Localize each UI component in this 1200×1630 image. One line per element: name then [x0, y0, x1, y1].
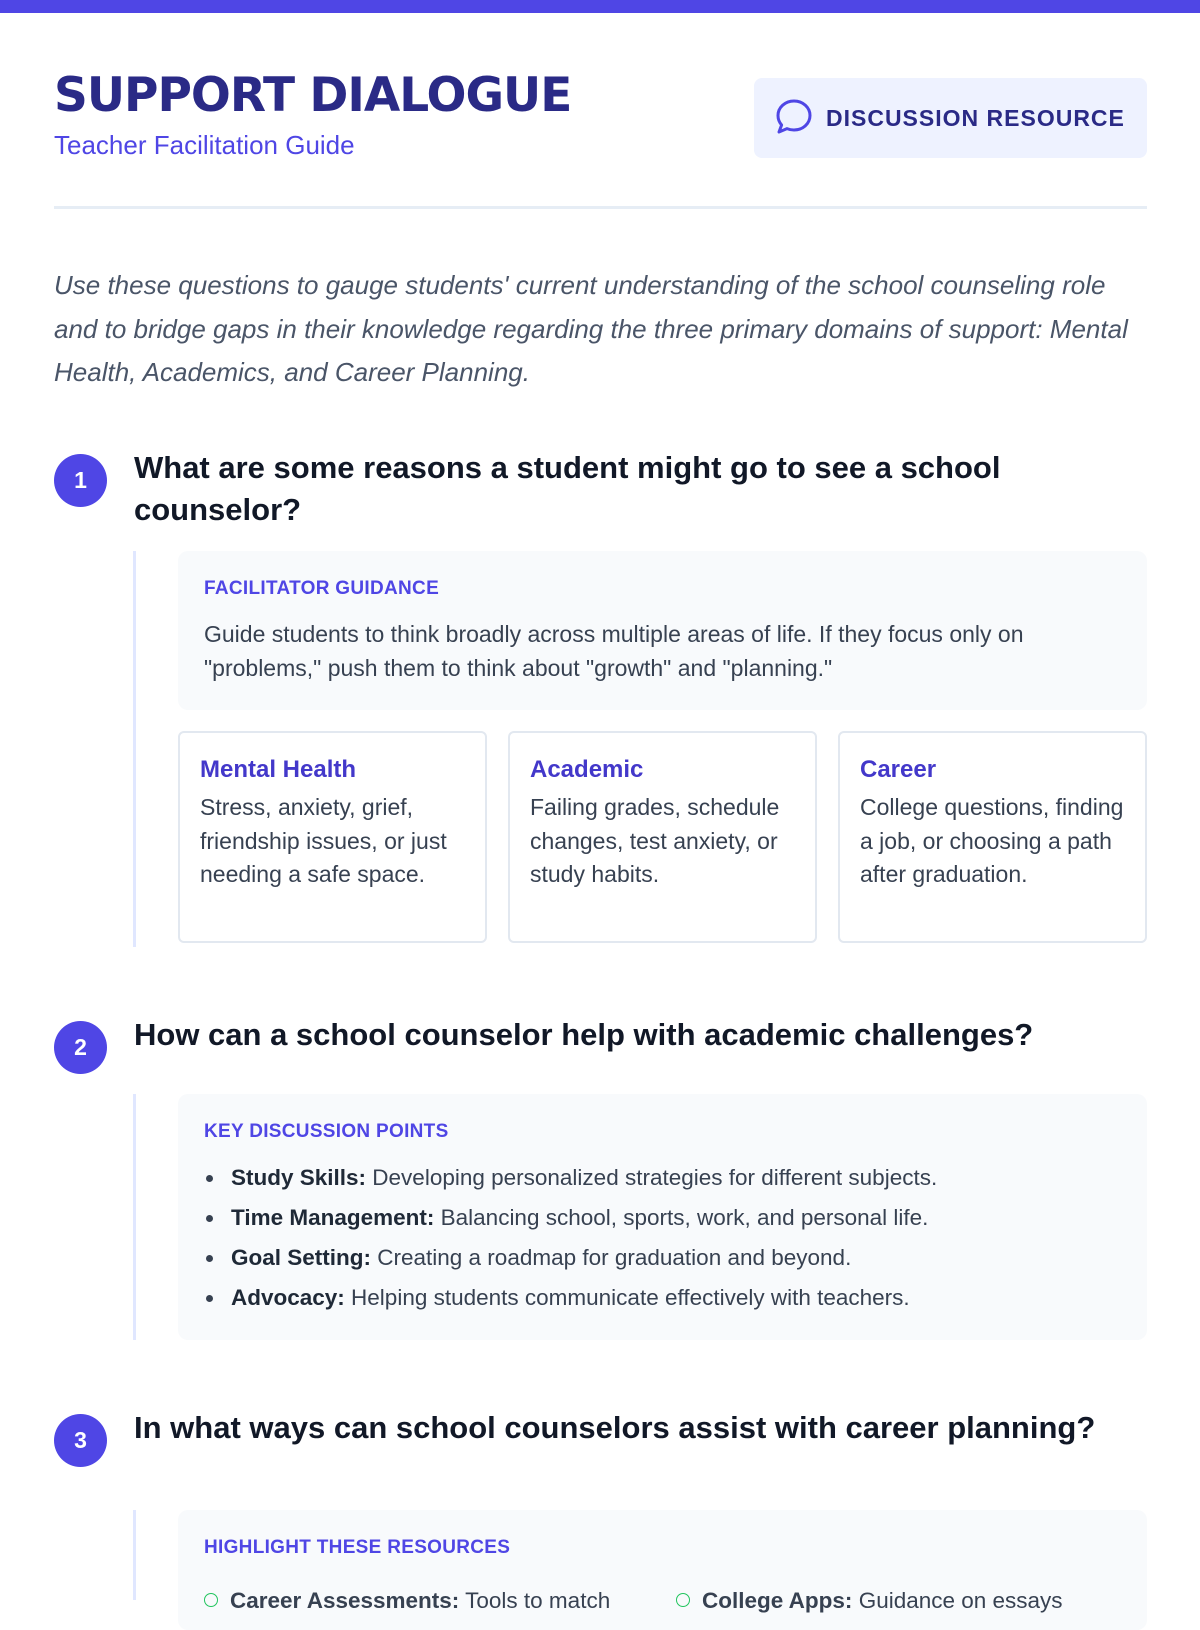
question-title-2: How can a school counselor help with academic challenges?: [134, 1017, 1034, 1052]
point-term: Study Skills:: [231, 1165, 367, 1190]
list-item: [204, 1198, 1121, 1238]
header-divider: [54, 206, 1147, 209]
list-item: [204, 1158, 1121, 1198]
card-title: Career: [860, 756, 937, 783]
points-label: KEY DISCUSSION POINTS: [204, 1121, 449, 1142]
resource-text: Guidance on essays: [852, 1588, 1063, 1613]
resources-label: HIGHLIGHT THESE RESOURCES: [204, 1537, 511, 1558]
point-text: Developing personalized strategies for different subjects.: [366, 1165, 938, 1190]
resource-term: Career Assessments:: [230, 1588, 460, 1613]
discussion-points-list: [204, 1158, 1121, 1318]
intro-text: Use these questions to gauge students' current understanding of the school counseling role and to bridge gaps in their knowledge regarding the three primary domains of support: Mental Health, Academics, and Career Planning.: [54, 270, 1128, 387]
page-subtitle: Teacher Facilitation Guide: [54, 130, 355, 160]
list-item: [204, 1238, 1121, 1278]
question-number-3: 3: [54, 1414, 107, 1467]
card-career: [838, 731, 1147, 943]
card-title: Academic: [530, 756, 644, 783]
card-academic: [508, 731, 817, 943]
point-term: Advocacy:: [231, 1285, 345, 1310]
card-text: Stress, anxiety, grief, friendship issues, or just needing a safe space.: [200, 794, 447, 887]
guidance-text: Guide students to think broadly across multiple areas of life. If they focus only on "problems," push them to think about "growth" and "planning.": [204, 621, 1024, 681]
point-term: Goal Setting:: [231, 1245, 371, 1270]
resource-term: College Apps:: [702, 1588, 853, 1613]
resource-item: [204, 1586, 610, 1616]
top-accent-bar: [0, 0, 1200, 13]
guidance-label: FACILITATOR GUIDANCE: [204, 578, 440, 599]
question-2-rail: [133, 1094, 136, 1340]
question-3-rail: [133, 1510, 136, 1600]
resource-item: [676, 1586, 1063, 1616]
list-item: [204, 1278, 1121, 1318]
page-title: SUPPORT DIALOGUE: [54, 68, 572, 123]
question-number-1: 1: [54, 454, 107, 507]
header: [54, 66, 1147, 166]
point-term: Time Management:: [231, 1205, 435, 1230]
question-title-3: In what ways can school counselors assist with career planning?: [134, 1410, 1096, 1445]
question-number-2: 2: [54, 1021, 107, 1074]
discussion-resource-badge: [754, 78, 1147, 158]
card-title: Mental Health: [200, 756, 357, 783]
key-discussion-points-box: [178, 1094, 1147, 1340]
domain-cards: [178, 731, 1147, 943]
card-text: College questions, finding a job, or choosing a path after graduation.: [860, 794, 1124, 887]
question-1-rail: [133, 551, 136, 947]
check-circle-icon: [676, 1593, 690, 1607]
facilitator-guidance-box: [178, 551, 1147, 710]
chat-bubble-icon: [774, 97, 814, 137]
resource-text: Tools to match: [459, 1588, 611, 1613]
card-mental-health: [178, 731, 487, 943]
point-text: Creating a roadmap for graduation and beyond.: [371, 1245, 852, 1270]
badge-label: DISCUSSION RESOURCE: [826, 105, 1125, 131]
highlight-resources-box: [178, 1510, 1147, 1630]
card-text: Failing grades, schedule changes, test anxiety, or study habits.: [530, 794, 780, 887]
question-title-1: What are some reasons a student might go to see a school counselor?: [134, 450, 1001, 527]
check-circle-icon: [204, 1593, 218, 1607]
point-text: Balancing school, sports, work, and personal life.: [434, 1205, 929, 1230]
point-text: Helping students communicate effectively with teachers.: [344, 1285, 910, 1310]
